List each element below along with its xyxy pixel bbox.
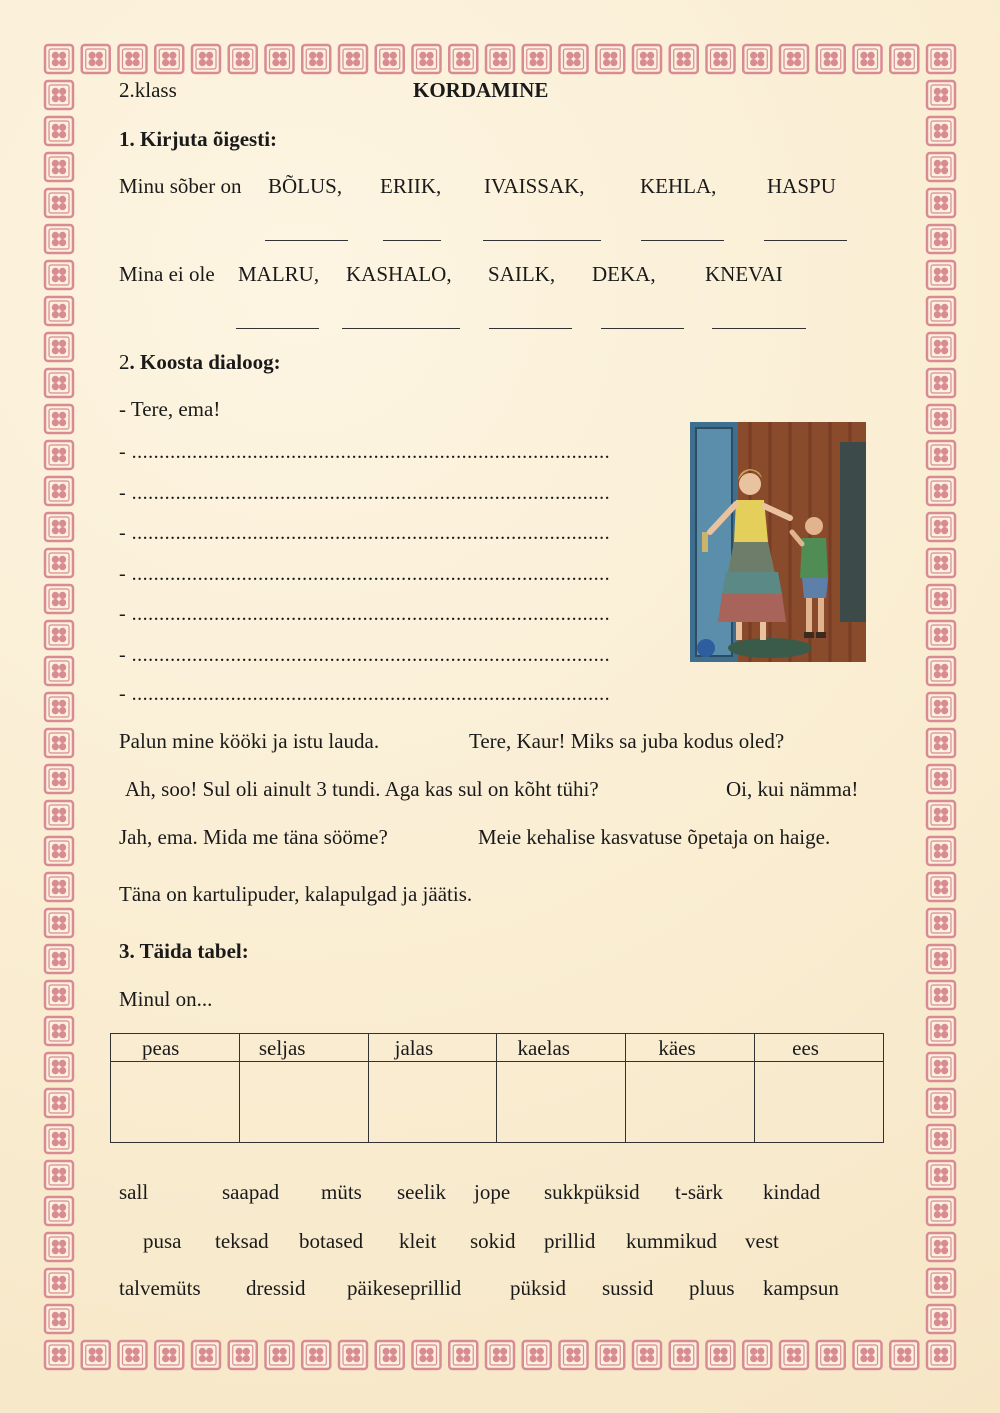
border-tile	[927, 1269, 955, 1297]
border-tile	[927, 693, 955, 721]
border-tile	[82, 1341, 110, 1369]
dialog-phrase: Täna on kartulipuder, kalapulgad ja jäätis.	[119, 882, 473, 906]
border-tile	[927, 405, 955, 433]
word-bank-item: müts	[321, 1180, 362, 1204]
border-tile	[927, 477, 955, 505]
border-tile	[927, 297, 955, 325]
table-answer-cell[interactable]	[626, 1062, 755, 1143]
border-tile	[670, 1341, 698, 1369]
border-tile	[45, 81, 73, 109]
border-tile	[45, 1053, 73, 1081]
border-tile	[45, 1269, 73, 1297]
border-tile	[45, 1125, 73, 1153]
border-tile	[45, 909, 73, 937]
border-tile	[45, 333, 73, 361]
word-bank-item: pluus	[689, 1276, 735, 1300]
border-tile	[413, 1341, 441, 1369]
table-answer-cell[interactable]	[368, 1062, 497, 1143]
task1-row2-prefix: Mina ei ole	[119, 262, 215, 286]
border-tile	[339, 1341, 367, 1369]
border-tile	[927, 801, 955, 829]
border-tile	[45, 261, 73, 289]
border-tile	[670, 45, 698, 73]
border-tile	[927, 1125, 955, 1153]
scrambled-word: KASHALO,	[346, 262, 452, 286]
dialog-phrase: Oi, kui nämma!	[726, 777, 859, 801]
word-bank-item: sukkpüksid	[544, 1180, 640, 1204]
border-tile	[927, 441, 955, 469]
border-tile	[449, 1341, 477, 1369]
word-bank-item: kleit	[399, 1229, 437, 1253]
border-tile	[45, 693, 73, 721]
word-bank-item: vest	[745, 1229, 779, 1253]
border-tile	[45, 153, 73, 181]
dialog-answer-line[interactable]: - .......................................................................................	[119, 645, 611, 665]
border-tile	[266, 45, 294, 73]
border-tile	[45, 621, 73, 649]
border-tile	[119, 45, 147, 73]
border-tile	[376, 45, 404, 73]
mother-and-son-illustration	[690, 422, 866, 662]
border-tile	[486, 45, 514, 73]
table-answer-cell[interactable]	[239, 1062, 368, 1143]
answer-blank[interactable]	[342, 328, 460, 329]
border-tile	[927, 1197, 955, 1225]
column-header: jalas	[368, 1034, 497, 1062]
dialog-answer-line[interactable]: - .......................................................................................	[119, 442, 611, 462]
border-tile	[266, 1341, 294, 1369]
border-tile	[854, 1341, 882, 1369]
border-tile	[780, 45, 808, 73]
border-tile	[927, 189, 955, 217]
border-tile	[45, 405, 73, 433]
border-tile	[229, 1341, 257, 1369]
border-tile	[45, 1161, 73, 1189]
border-tile	[45, 873, 73, 901]
border-tile	[45, 549, 73, 577]
border-tile	[927, 369, 955, 397]
dialog-answer-line[interactable]: - .......................................................................................	[119, 564, 611, 584]
border-tile	[45, 369, 73, 397]
border-tile	[45, 45, 73, 73]
page-title: KORDAMINE	[413, 78, 549, 102]
border-tile	[45, 657, 73, 685]
word-bank-item: dressid	[246, 1276, 306, 1300]
border-tile	[927, 1305, 955, 1333]
answer-blank[interactable]	[601, 328, 684, 329]
task2-heading: 2. Koosta dialoog:	[119, 350, 281, 374]
border-tile	[45, 765, 73, 793]
border-tile	[560, 1341, 588, 1369]
column-header: ees	[755, 1034, 884, 1062]
border-tile	[376, 1341, 404, 1369]
dialog-phrase: Ah, soo! Sul oli ainult 3 tundi. Aga kas sul on kõht tühi?	[125, 777, 599, 801]
dialog-phrase: Jah, ema. Mida me täna sööme?	[119, 825, 388, 849]
dialog-answer-line[interactable]: - .......................................................................................	[119, 684, 611, 704]
grade-label: 2.klass	[119, 78, 177, 102]
word-bank-item: prillid	[544, 1229, 596, 1253]
border-tile	[45, 585, 73, 613]
border-tile	[927, 1233, 955, 1261]
word-bank-item: kampsun	[763, 1276, 839, 1300]
border-tile	[155, 1341, 183, 1369]
column-header: käes	[626, 1034, 755, 1062]
border-tile	[927, 621, 955, 649]
word-bank-item: botased	[299, 1229, 364, 1253]
border-tile	[890, 45, 918, 73]
task3-intro: Minul on...	[119, 987, 213, 1011]
border-tile	[927, 657, 955, 685]
scrambled-word: DEKA,	[592, 262, 656, 286]
word-bank-item: kindad	[763, 1180, 821, 1204]
dialog-answer-line[interactable]: - .......................................................................................	[119, 483, 611, 503]
border-tile	[45, 1197, 73, 1225]
border-tile	[45, 801, 73, 829]
border-tile	[82, 45, 110, 73]
answer-blank[interactable]	[383, 240, 441, 241]
border-tile	[890, 1341, 918, 1369]
border-tile	[45, 477, 73, 505]
table-answer-cell[interactable]	[111, 1062, 240, 1143]
border-tile	[927, 261, 955, 289]
border-tile	[413, 45, 441, 73]
task1-row1-prefix: Minu sõber on	[119, 174, 242, 198]
border-tile	[927, 549, 955, 577]
word-bank-item: kummikud	[626, 1229, 718, 1253]
word-bank-item: seelik	[397, 1180, 446, 1204]
border-tile	[927, 585, 955, 613]
dialog-phrase: Meie kehalise kasvatuse õpetaja on haige.	[478, 825, 831, 849]
border-tile	[743, 1341, 771, 1369]
border-tile	[927, 909, 955, 937]
border-tile	[927, 837, 955, 865]
border-tile	[817, 45, 845, 73]
answer-blank[interactable]	[265, 240, 348, 241]
border-tile	[854, 45, 882, 73]
border-tile	[192, 1341, 220, 1369]
border-tile	[596, 45, 624, 73]
column-header: seljas	[239, 1034, 368, 1062]
scrambled-word: IVAISSAK,	[484, 174, 585, 198]
word-bank-item: sall	[119, 1180, 149, 1204]
border-tile	[927, 117, 955, 145]
border-tile	[339, 45, 367, 73]
border-tile	[45, 189, 73, 217]
border-tile	[45, 729, 73, 757]
task1-heading: 1. Kirjuta õigesti:	[119, 127, 278, 151]
border-tile	[633, 1341, 661, 1369]
border-tile	[45, 117, 73, 145]
border-tile	[927, 513, 955, 541]
border-tile	[743, 45, 771, 73]
column-header: kaelas	[497, 1034, 626, 1062]
answer-blank[interactable]	[712, 328, 806, 329]
border-tile	[155, 45, 183, 73]
border-tile	[45, 981, 73, 1009]
border-tile	[927, 873, 955, 901]
answer-blank[interactable]	[489, 328, 572, 329]
border-tile	[596, 1341, 624, 1369]
border-tile	[780, 1341, 808, 1369]
word-bank-item: talvemüts	[119, 1276, 201, 1300]
border-tile	[192, 45, 220, 73]
dialog-first-line: - Tere, ema!	[119, 397, 221, 421]
dialog-answer-line[interactable]: - .......................................................................................	[119, 604, 611, 624]
border-tile	[45, 1089, 73, 1117]
border-tile	[707, 45, 735, 73]
border-tile	[927, 981, 955, 1009]
dialog-answer-line[interactable]: - .......................................................................................	[119, 523, 611, 543]
border-tile	[927, 729, 955, 757]
word-bank-item: saapad	[222, 1180, 280, 1204]
border-tile	[523, 1341, 551, 1369]
border-tile	[45, 945, 73, 973]
word-bank-item: päikeseprillid	[347, 1276, 462, 1300]
word-bank-item: sokid	[470, 1229, 516, 1253]
word-bank-item: püksid	[510, 1276, 567, 1300]
border-tile	[302, 45, 330, 73]
border-tile	[449, 45, 477, 73]
answer-blank[interactable]	[764, 240, 847, 241]
border-tile	[229, 45, 257, 73]
border-tile	[119, 1341, 147, 1369]
border-tile	[927, 765, 955, 793]
dialog-phrase: Tere, Kaur! Miks sa juba kodus oled?	[469, 729, 785, 753]
clothing-table	[110, 1033, 884, 1143]
border-tile	[927, 153, 955, 181]
border-tile	[45, 441, 73, 469]
border-tile	[927, 225, 955, 253]
border-tile	[817, 1341, 845, 1369]
dialog-phrase: Palun mine kööki ja istu lauda.	[119, 729, 380, 753]
border-tile	[45, 513, 73, 541]
word-bank-item: pusa	[143, 1229, 182, 1253]
scrambled-word: KNEVAI	[705, 262, 783, 286]
border-tile	[707, 1341, 735, 1369]
border-tile	[45, 1305, 73, 1333]
scrambled-word: KEHLA,	[640, 174, 717, 198]
border-tile	[45, 297, 73, 325]
border-tile	[927, 1341, 955, 1369]
word-bank-item: jope	[474, 1180, 511, 1204]
scrambled-word: MALRU,	[238, 262, 320, 286]
border-tile	[523, 45, 551, 73]
border-tile	[927, 1053, 955, 1081]
border-tile	[486, 1341, 514, 1369]
scrambled-word: HASPU	[767, 174, 836, 198]
answer-blank[interactable]	[236, 328, 319, 329]
scrambled-word: BÕLUS,	[268, 174, 343, 198]
border-tile	[45, 225, 73, 253]
border-tile	[45, 1233, 73, 1261]
border-tile	[633, 45, 661, 73]
table-answer-cell[interactable]	[755, 1062, 884, 1143]
word-bank-item: sussid	[602, 1276, 654, 1300]
border-tile	[45, 837, 73, 865]
answer-blank[interactable]	[641, 240, 724, 241]
word-bank-item: t-särk	[675, 1180, 723, 1204]
border-tile	[927, 1017, 955, 1045]
border-tile	[927, 1089, 955, 1117]
border-tile	[927, 81, 955, 109]
border-tile	[45, 1341, 73, 1369]
border-tile	[927, 1161, 955, 1189]
scrambled-word: SAILK,	[488, 262, 556, 286]
border-tile	[927, 45, 955, 73]
word-bank-item: teksad	[215, 1229, 269, 1253]
border-tile	[927, 945, 955, 973]
border-tile	[302, 1341, 330, 1369]
scrambled-word: ERIIK,	[380, 174, 442, 198]
answer-blank[interactable]	[483, 240, 601, 241]
table-answer-cell[interactable]	[497, 1062, 626, 1143]
border-tile	[927, 333, 955, 361]
task3-heading: 3. Täida tabel:	[119, 939, 249, 963]
column-header: peas	[111, 1034, 240, 1062]
border-tile	[560, 45, 588, 73]
border-tile	[45, 1017, 73, 1045]
